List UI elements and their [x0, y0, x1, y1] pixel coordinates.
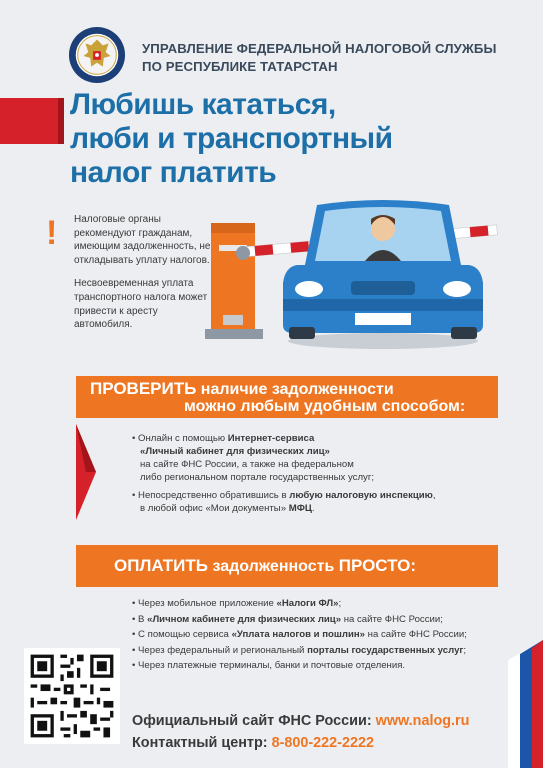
page-title [70, 88, 393, 190]
list-item: • Через мобильное приложение «Налоги ФЛ»; [132, 598, 342, 609]
check-methods-list [132, 432, 502, 520]
warning-paragraph-1: Налоговые органы рекомендуют гражданам, имеющим задолженность, не откладывать уплату налогов. [74, 214, 211, 266]
footer-contact: Контактный центр: 8-800-222-2222 [132, 735, 374, 751]
pay-banner [76, 545, 498, 587]
pay-lead: ОПЛАТИТЬ [114, 556, 209, 575]
title-line-1: Любишь кататься, [70, 88, 336, 121]
pay-tail: ПРОСТО: [338, 556, 416, 575]
phone-link[interactable]: 8-800-222-2222 [271, 735, 374, 751]
flag-ribbon-icon [508, 640, 543, 768]
red-accent-bar [0, 98, 58, 144]
list-item: • В «Личном кабинете для физических лиц» на сайте ФНС России; [132, 613, 443, 625]
agency-line-1: УПРАВЛЕНИЕ ФЕДЕРАЛЬНОЙ НАЛОГОВОЙ СЛУЖБЫ [142, 41, 497, 56]
warning-icon: ! [46, 214, 58, 252]
footer-site: Официальный сайт ФНС России: www.nalog.ru [132, 713, 470, 729]
chevron-right-icon [76, 424, 96, 520]
check-line-2: можно любым удобным способом: [184, 398, 466, 415]
warning-paragraph-2: Несвоевременная уплата транспортного налога может привести к аресту автомобиля. [74, 278, 208, 331]
qr-code-icon [24, 648, 120, 744]
list-item: • С помощью сервиса «Уплата налогов и пошлин» на сайте ФНС России; [132, 629, 467, 640]
agency-line-2: ПО РЕСПУБЛИКЕ ТАТАРСТАН [142, 59, 338, 74]
list-item: • Через федеральный и региональный порталы государственных услуг; [132, 644, 467, 656]
check-rest: наличие задолженности [196, 381, 394, 398]
pay-mid: задолженность [208, 558, 339, 575]
list-item: • Через платежные терминалы, банки и почтовые отделения. [132, 660, 406, 671]
car-barrier-illustration [205, 195, 505, 355]
title-line-3: налог платить [70, 156, 277, 189]
check-lead: ПРОВЕРИТЬ [90, 379, 197, 398]
list-item: • Онлайн с помощью Интернет-сервиса «Личный кабинет для физических лиц» на сайте ФНС России, а также на федеральном либо региональном портале государственных услуг; [132, 433, 375, 483]
pay-methods-list [132, 596, 467, 674]
site-link[interactable]: www.nalog.ru [375, 713, 470, 729]
warning-text [74, 213, 214, 342]
fns-emblem-icon [68, 26, 126, 84]
footer-contacts [132, 710, 469, 754]
check-banner [76, 376, 498, 418]
agency-name [142, 40, 497, 76]
list-item: • Непосредственно обратившись в любую налоговую инспекцию, в любой офис «Мои документы» МФЦ. [132, 490, 436, 514]
title-line-2: люби и транспортный [70, 122, 393, 155]
